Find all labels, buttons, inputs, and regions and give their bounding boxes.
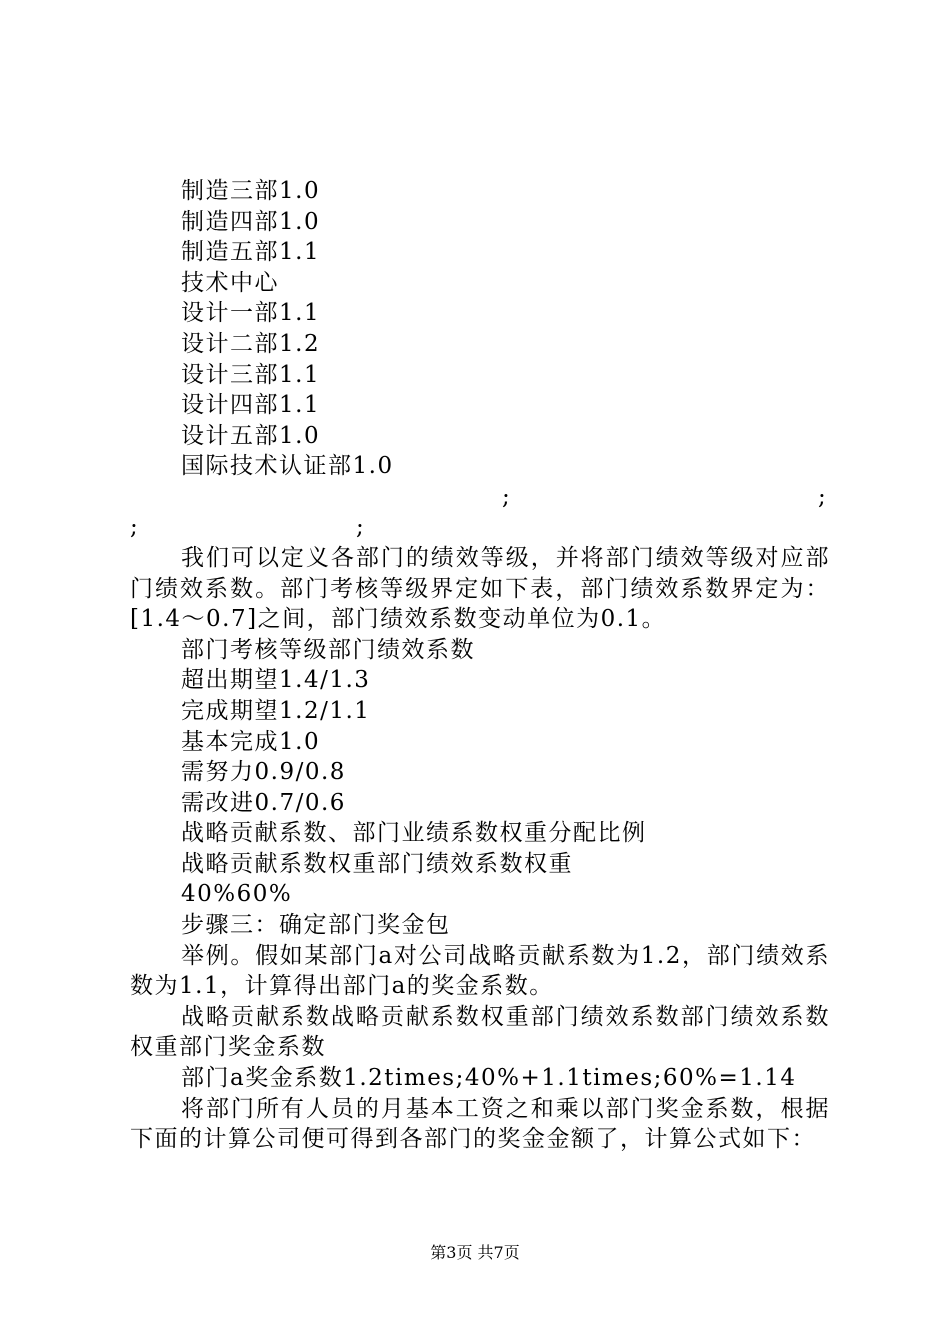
separator: ; [130,513,140,540]
list-line: 制造四部1.0 [181,208,321,235]
paragraph: 超出期望1.4/1.3 [181,667,371,694]
separator: ; [356,513,366,540]
paragraph: 部门考核等级部门绩效系数 [181,636,475,663]
paragraph: 举例。假如某部门a对公司战略贡献系数为1.2，部门绩效系数为1.1，计算得出部门a的奖金系数。 [130,942,830,1000]
separator-row [130,482,830,543]
paragraph: 将部门所有人员的月基本工资之和乘以部门奖金系数，根据下面的计算公司便可得到各部门的奖金金额了，计算公式如下： [130,1095,830,1153]
list-line: 设计四部1.1 [181,392,321,419]
paragraph: 基本完成1.0 [181,728,321,755]
paragraph: 完成期望1.2/1.1 [181,697,371,724]
list-line: 设计一部1.1 [181,300,321,327]
list-line: 制造三部1.0 [181,178,321,204]
list-line: 技术中心 [181,269,279,296]
separator: ; [818,483,828,510]
list-line: 制造五部1.1 [181,239,321,266]
paragraph: 部门a奖金系数1.2times;40%+1.1times;60%=1.14 [181,1065,797,1092]
page-footer: 第3页 共7页 [430,1243,520,1262]
paragraph: 步骤三：确定部门奖金包 [181,912,451,939]
paragraph: 战略贡献系数权重部门绩效系数权重 [181,850,573,877]
list-line: 设计五部1.0 [181,422,321,449]
paragraph: 40%60% [181,881,293,908]
paragraph: 战略贡献系数、部门业绩系数权重分配比例 [181,820,647,847]
separator: ; [502,483,512,510]
list-line: 设计三部1.1 [181,361,321,388]
paragraph: 需改进0.7/0.6 [181,789,346,816]
paragraph: 战略贡献系数战略贡献系数权重部门绩效系数部门绩效系数权重部门奖金系数 [130,1003,830,1061]
paragraph: 我们可以定义各部门的绩效等级，并将部门绩效等级对应部门绩效系数。部门考核等级界定如下表，部门绩效系数界定为：[1.4～0.7]之间，部门绩效系数变动单位为0.1。 [130,544,830,633]
list-line: 国际技术认证部1.0 [181,453,394,480]
paragraph: 需努力0.9/0.8 [181,759,346,786]
page-content [130,176,830,1155]
list-line: 设计二部1.2 [181,330,321,357]
